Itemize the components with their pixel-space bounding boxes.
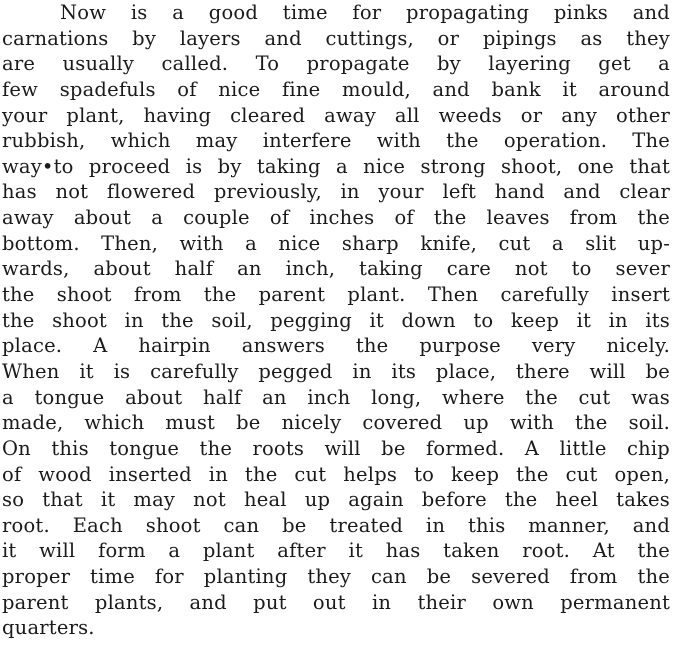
text-line: On this tongue the roots will be formed. A little chip [2, 436, 670, 460]
text-line: the shoot from the parent plant. Then carefully insert [2, 283, 670, 307]
text-line: are usually called. To propagate by layering get a [2, 52, 670, 76]
text-line: When it is carefully pegged in its place, there will be [2, 359, 670, 383]
article-text [2, 0, 670, 641]
text-line: Now is a good time for propagating pinks and [60, 1, 670, 24]
text-line: the shoot in the soil, pegging it down to keep it in its [2, 308, 670, 332]
text-line: place. A hairpin answers the purpose very nicely. [2, 334, 670, 358]
text-line: your plant, having cleared away all weeds or any other [2, 103, 670, 127]
text-line: it will form a plant after it has taken root. At the [2, 539, 670, 563]
text-line: wards, about half an inch, taking care not to sever [2, 257, 670, 281]
text-line: rubbish, which may interfere with the operation. The [2, 129, 670, 153]
text-line: so that it may not heal up again before the heel takes [2, 488, 670, 512]
text-line: of wood inserted in the cut helps to keep the cut open, [2, 462, 670, 486]
text-line: quarters. [2, 616, 95, 640]
text-line: carnations by layers and cuttings, or pipings as they [2, 26, 670, 50]
text-line: parent plants, and put out in their own permanent [2, 590, 670, 614]
text-line: away about a couple of inches of the leaves from the [2, 206, 670, 230]
text-line: a tongue about half an inch long, where the cut was [2, 385, 670, 409]
text-line: bottom. Then, with a nice sharp knife, cut a slit up- [2, 231, 670, 255]
text-line: made, which must be nicely covered up with the soil. [2, 411, 670, 435]
text-line: proper time for planting they can be severed from the [2, 565, 670, 589]
text-line: has not flowered previously, in your left hand and clear [2, 180, 670, 204]
text-line: root. Each shoot can be treated in this manner, and [2, 513, 670, 537]
text-line: few spadefuls of nice fine mould, and bank it around [2, 77, 670, 101]
text-line: way•to proceed is by taking a nice strong shoot, one that [2, 154, 670, 178]
